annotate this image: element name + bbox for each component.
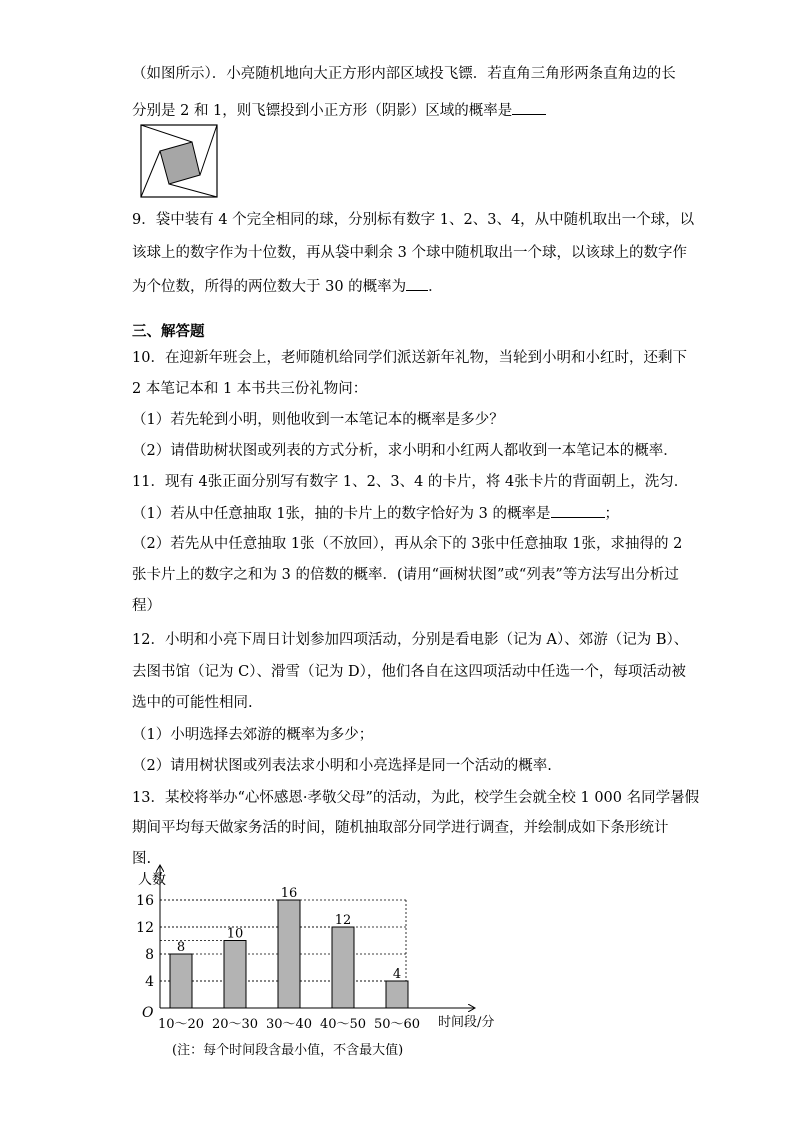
bars — [170, 886, 408, 1008]
x-axis-label: 时间段/分 — [438, 1015, 495, 1030]
q12-line-1: 12．小明和小亮下周日计划参加四项活动，分别是看电影（记为 A）、郊游（记为 B）、 — [132, 632, 689, 648]
q9-line-3 — [132, 276, 443, 297]
x-tick-label: 20～30 — [211, 1017, 259, 1032]
triangle-edge — [200, 125, 217, 175]
q13-line-3: 图. — [132, 851, 152, 867]
q11-part-2-line-2: 张卡片上的数字之和为 3 的倍数的概率．(请用“画树状图”或“列表”等方法写出分析过 — [132, 567, 679, 583]
q13-line-2: 期间平均每天做家务活的时间，随机抽取部分同学进行调查，并绘制成如下条形统计 — [132, 820, 669, 836]
q12-part-1: （1）小明选择去郊游的概率为多少； — [132, 727, 374, 743]
y-axis-label: 人数 — [138, 872, 166, 888]
q8-answer-blank — [512, 100, 546, 115]
q11-part-1-text: （1）若从中任意抽取 1张，抽的卡片上的数字恰好为 3 的概率是 — [132, 506, 551, 522]
q9-line-2: 该球上的数字作为十位数，再从袋中剩余 3 个球中随机取出一个球，以该球上的数字作 — [132, 245, 687, 261]
q9-line-3-text: 为个位数，所得的两位数大于 30 的概率为 — [132, 279, 407, 295]
bar-value-label: 12 — [334, 913, 352, 928]
y-tick-label: 12 — [136, 920, 154, 936]
x-tick-label: 30～40 — [265, 1017, 313, 1032]
bar — [278, 900, 300, 1008]
q10-part-1: （1）若先轮到小明，则他收到一本笔记本的概率是多少？ — [132, 412, 504, 428]
bar-value-label: 16 — [280, 886, 298, 901]
q13-line-1: 13．某校将举办“心怀感恩·孝敬父母”的活动，为此，校学生会就全校 1 000 名同学暑假 — [132, 790, 700, 806]
q11-part-1-end: ； — [604, 506, 620, 522]
q10-part-2: （2）请借助树状图或列表的方式分析，求小明和小红两人都收到一本笔记本的概率． — [132, 443, 678, 459]
q10-line-2: 2 本笔记本和 1 本书共三份礼物问： — [132, 381, 368, 397]
x-tick-label: 50～60 — [373, 1017, 421, 1032]
q12-part-2: （2）请用树状图或列表法求小明和小亮选择是同一个活动的概率. — [132, 758, 552, 774]
origin-label: O — [142, 1005, 154, 1021]
bar — [332, 927, 354, 1008]
triangle-edge — [141, 151, 160, 197]
q8-line-2-text: 分别是 2 和 1，则飞镖投到小正方形（阴影）区域的概率是 — [132, 103, 513, 119]
bar-value-label: 8 — [176, 940, 186, 955]
triangle-edge — [169, 184, 217, 197]
chart-note: (注：每个时间段含最小值，不含最大值) — [172, 1043, 404, 1058]
bar — [170, 954, 192, 1008]
q11-answer-blank — [551, 503, 605, 518]
inner-shaded-square — [160, 142, 200, 184]
q12-line-2: 去图书馆（记为 C）、滑雪（记为 D），他们各自在这四项活动中任选一个，每项活动被 — [132, 664, 686, 680]
q11-part-2-line-1: （2）若先从中任意抽取 1张（不放回），再从余下的 3张中任意抽取 1张，求抽得的 2 — [132, 536, 683, 552]
square-figure — [140, 124, 220, 200]
section-title: 三、解答题 — [132, 323, 205, 340]
bar — [386, 981, 408, 1008]
bar — [224, 941, 246, 1009]
x-tick-label: 40～50 — [319, 1017, 367, 1032]
x-tick-label: 10～20 — [157, 1017, 205, 1032]
q11-line-1: 11．现有 4张正面分别写有数字 1、2、3、4 的卡片，将 4张卡片的背面朝上，洗匀． — [132, 474, 689, 490]
q8-line-1: （如图所示）．小亮随机地向大正方形内部区域投飞镖．若直角三角形两条直角边的长 — [132, 66, 676, 82]
triangle-edge — [141, 125, 192, 142]
q8-line-2 — [132, 100, 546, 121]
q11-part-2-line-3: 程） — [132, 598, 161, 614]
q9-answer-blank — [406, 276, 428, 291]
y-tick-label: 4 — [145, 974, 154, 990]
bar-chart — [120, 862, 540, 1062]
bar-value-label: 4 — [392, 967, 402, 982]
q11-part-1 — [132, 503, 619, 524]
bar-value-label: 10 — [226, 926, 244, 942]
q9-line-3-end: ． — [428, 279, 443, 295]
q9-line-1: 9．袋中装有 4 个完全相同的球，分别标有数字 1、2、3、4，从中随机取出一个球，以 — [132, 212, 695, 228]
q10-line-1: 10．在迎新年班会上，老师随机给同学们派送新年礼物，当轮到小明和小红时，还剩下 — [132, 350, 687, 366]
q12-line-3: 选中的可能性相同. — [132, 695, 253, 711]
y-tick-label: 16 — [136, 893, 154, 909]
y-tick-label: 8 — [145, 947, 154, 963]
